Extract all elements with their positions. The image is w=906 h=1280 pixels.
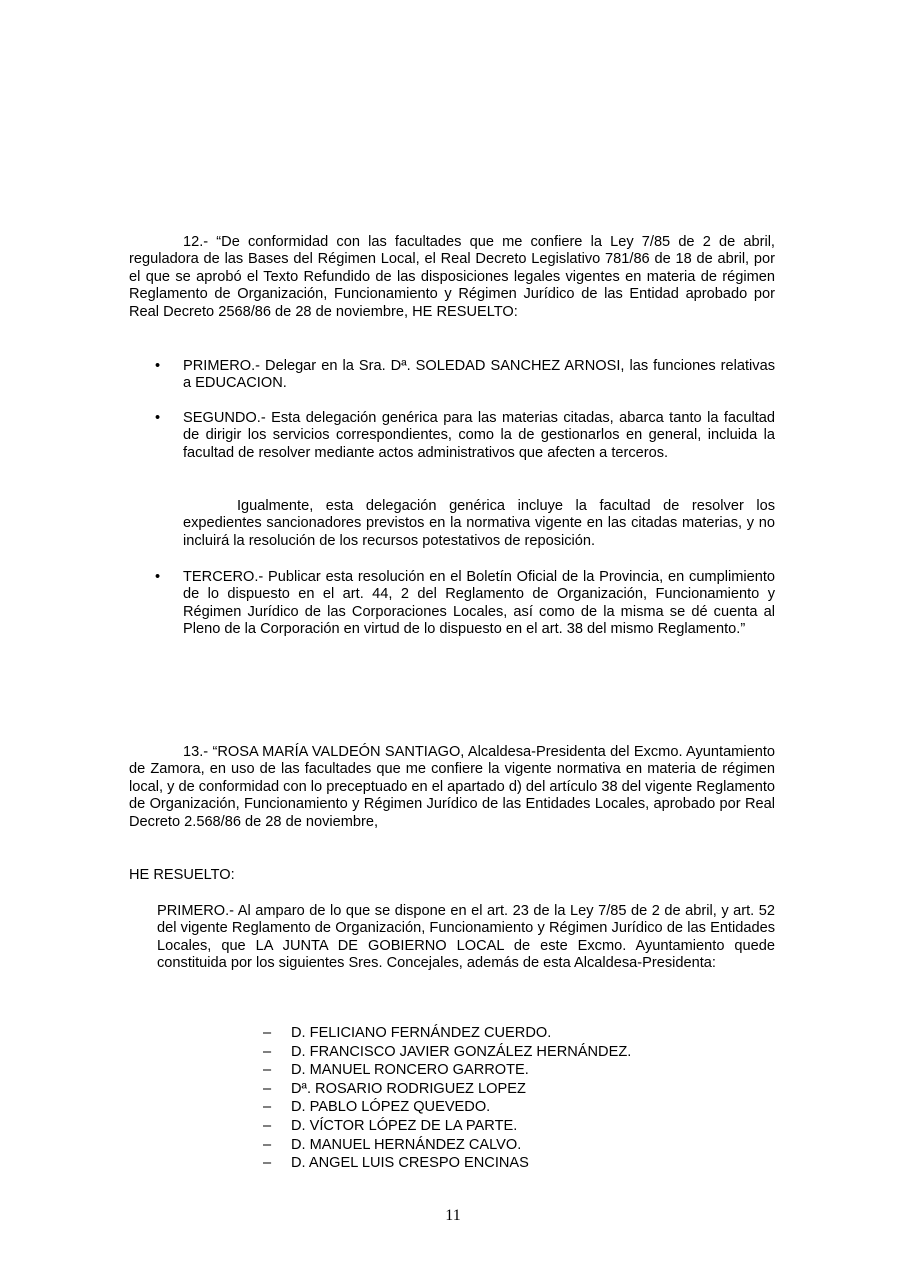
member-name: Dª. ROSARIO RODRIGUEZ LOPEZ — [291, 1080, 526, 1097]
member-name: D. FRANCISCO JAVIER GONZÁLEZ HERNÁNDEZ. — [291, 1043, 632, 1060]
member-name: D. PABLO LÓPEZ QUEVEDO. — [291, 1099, 491, 1116]
dash-icon: – — [263, 1117, 272, 1134]
page-number: 11 — [445, 1207, 461, 1224]
bullet-icon: • — [155, 569, 161, 585]
section-13-heading: HE RESUELTO: — [129, 867, 235, 883]
dash-icon: – — [263, 1099, 272, 1116]
member-name: D. MANUEL RONCERO GARROTE. — [291, 1062, 529, 1079]
bullet-icon: • — [155, 358, 161, 374]
section-13-primero: PRIMERO.- Al amparo de lo que se dispone en el art. 23 de la Ley 7/85 de 2 de abril, y art. 52 del vigente Reglamento de Organización, Funcionamiento y Régimen Jurídico de las Entidades Locales, que LA JUNTA DE GOBIERNO LOCAL de este Excmo. Ayuntamiento quede constituida por los siguientes Sres. Concejales, además de esta Alcaldesa-Presidenta: — [157, 903, 775, 972]
member-name: D. MANUEL HERNÁNDEZ CALVO. — [291, 1136, 522, 1153]
dash-icon: – — [263, 1043, 272, 1060]
bullet-icon: • — [155, 410, 161, 426]
member-name: D. ANGEL LUIS CRESPO ENCINAS — [291, 1155, 529, 1172]
bullet-text: SEGUNDO.- Esta delegación genérica para las materias citadas, abarca tanto la facultad de dirigir los servicios correspondientes, como la de gestionarlos en general, incluida la facultad de resolver mediante actos administrativos que afecten a terceros. — [183, 410, 775, 461]
dash-icon: – — [263, 1136, 272, 1153]
dash-icon: – — [263, 1062, 272, 1079]
bullet-text: TERCERO.- Publicar esta resolución en el Boletín Oficial de la Provincia, en cumplimiento de lo dispuesto en el art. 44, 2 del Reglamento de Organización, Funcionamiento y Régimen Jurídico de las Corporaciones Locales, así como de la misma se dé cuenta al Pleno de la Corporación en virtud de lo dispuesto en el art. 38 del mismo Reglamento.” — [183, 569, 775, 638]
dash-icon: – — [263, 1025, 272, 1041]
member-name: D. FELICIANO FERNÁNDEZ CUERDO. — [291, 1025, 552, 1041]
member-name: D. VÍCTOR LÓPEZ DE LA PARTE. — [291, 1117, 518, 1134]
dash-icon: – — [263, 1155, 272, 1172]
section-12-igualmente: Igualmente, esta delegación genérica incluye la facultad de resolver los expedientes sancionadores previstos en la normativa vigente en las citadas materias, y no incluirá la resolución de los recursos potestativos de reposición. — [183, 498, 775, 549]
bullet-text: PRIMERO.- Delegar en la Sra. Dª. SOLEDAD SANCHEZ ARNOSI, las funciones relativas a EDUCACION. — [183, 358, 775, 392]
section-12-intro: 12.- “De conformidad con las facultades que me confiere la Ley 7/85 de 2 de abril, reguladora de las Bases del Régimen Local, el Real Decreto Legislativo 781/86 de 18 de abril, por el que se aprobó el Texto Refundido de las disposiciones legales vigentes en materia de régimen Reglamento de Organización, Funcionamiento y Régimen Jurídico de las Entidad aprobado por Real Decreto 2568/86 de 28 de noviembre, HE RESUELTO: — [129, 234, 775, 320]
dash-icon: – — [263, 1080, 272, 1097]
section-13-intro: 13.- “ROSA MARÍA VALDEÓN SANTIAGO, Alcaldesa-Presidenta del Excmo. Ayuntamiento de Zamora, en uso de las facultades que me confiere la vigente normativa en materia de régimen local, y de conformidad con lo preceptuado en el apartado d) del artículo 38 del vigente Reglamento de Organización, Funcionamiento y Régimen Jurídico de las Entidades Locales, aprobado por Real Decreto 2.568/86 de 28 de noviembre, — [129, 744, 775, 830]
